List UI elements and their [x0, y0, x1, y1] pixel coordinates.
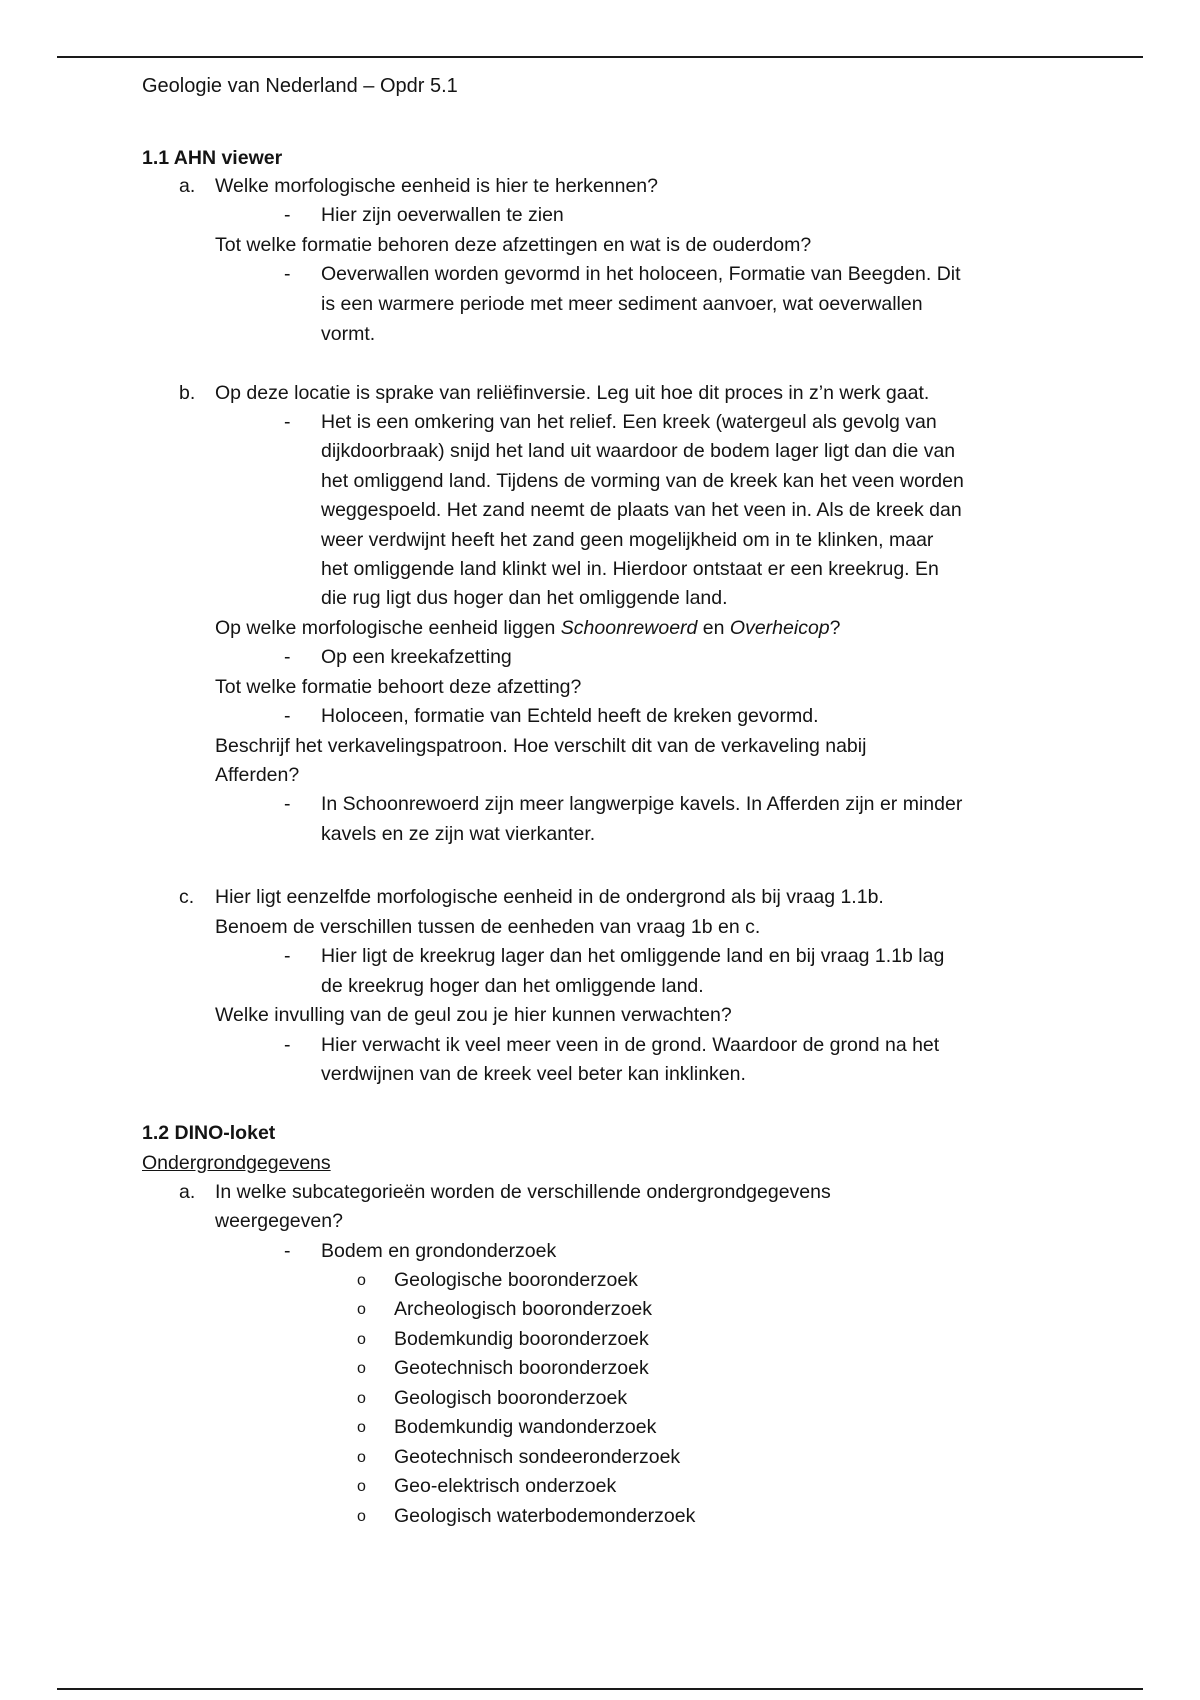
answer-text: dijkdoorbraak) snijd het land uit waardoor de bodem lager ligt dan die van [321, 440, 956, 462]
list-label-a: a. [179, 175, 196, 197]
answer-text: Hier ligt de kreekrug lager dan het omliggende land en bij vraag 1.1b lag [321, 945, 945, 967]
dash-bullet: - [284, 793, 291, 815]
answer-text: het omliggende land klinkt wel in. Hierdoor ontstaat er een kreekrug. En [321, 558, 939, 580]
dash-bullet: - [284, 705, 291, 727]
circle-bullet-icon: o [357, 1508, 366, 1525]
question-text: Op welke morfologische eenheid liggen Schoonrewoerd en Overheicop? [215, 617, 841, 639]
answer-text: de kreekrug hoger dan het omliggende land. [321, 975, 704, 997]
list-item: Geologische booronderzoek [394, 1269, 638, 1291]
dash-bullet: - [284, 646, 291, 668]
question-text: Benoem de verschillen tussen de eenheden van vraag 1b en c. [215, 916, 761, 938]
list-item: Archeologisch booronderzoek [394, 1298, 652, 1320]
answer-text: die rug ligt dus hoger dan het omliggende land. [321, 587, 728, 609]
circle-bullet-icon: o [357, 1390, 366, 1407]
circle-bullet-icon: o [357, 1360, 366, 1377]
list-label-b: b. [179, 382, 196, 404]
question-text: Op deze locatie is sprake van reliëfinversie. Leg uit hoe dit proces in z’n werk gaat. [215, 382, 930, 404]
answer-text: Bodem en grondonderzoek [321, 1240, 557, 1262]
bottom-rule [57, 1688, 1143, 1690]
circle-bullet-icon: o [357, 1449, 366, 1466]
answer-text: Het is een omkering van het relief. Een kreek (watergeul als gevolg van [321, 411, 937, 433]
dash-bullet: - [284, 945, 291, 967]
dash-bullet: - [284, 204, 291, 226]
question-text: In welke subcategorieën worden de verschillende ondergrondgegevens [215, 1181, 831, 1203]
answer-text: In Schoonrewoerd zijn meer langwerpige kavels. In Afferden zijn er minder [321, 793, 963, 815]
document-title: Geologie van Nederland – Opdr 5.1 [142, 75, 458, 97]
question-text: Welke invulling van de geul zou je hier kunnen verwachten? [215, 1004, 732, 1026]
list-item: Geologisch booronderzoek [394, 1387, 628, 1409]
list-item: Geotechnisch booronderzoek [394, 1357, 649, 1379]
answer-text: verdwijnen van de kreek veel beter kan inklinken. [321, 1063, 746, 1085]
top-rule [57, 56, 1143, 58]
answer-text: Op een kreekafzetting [321, 646, 512, 668]
list-item: Bodemkundig wandonderzoek [394, 1416, 657, 1438]
circle-bullet-icon: o [357, 1331, 366, 1348]
subheading: Ondergrondgegevens [142, 1152, 331, 1174]
answer-text: Hier verwacht ik veel meer veen in de grond. Waardoor de grond na het [321, 1034, 940, 1056]
dash-bullet: - [284, 411, 291, 433]
list-label-c: c. [179, 886, 195, 908]
list-item: Geo-elektrisch onderzoek [394, 1475, 617, 1497]
circle-bullet-icon: o [357, 1272, 366, 1289]
answer-text: is een warmere periode met meer sediment aanvoer, wat oeverwallen [321, 293, 923, 315]
question-text: Afferden? [215, 764, 300, 786]
section-heading-ahn: 1.1 AHN viewer [142, 147, 283, 169]
answer-text: kavels en ze zijn wat vierkanter. [321, 823, 596, 845]
question-text: Beschrijf het verkavelingspatroon. Hoe verschilt dit van de verkaveling nabij [215, 735, 867, 757]
list-item: Bodemkundig booronderzoek [394, 1328, 649, 1350]
list-label-a: a. [179, 1181, 196, 1203]
circle-bullet-icon: o [357, 1419, 366, 1436]
question-text: Hier ligt eenzelfde morfologische eenheid in de ondergrond als bij vraag 1.1b. [215, 886, 884, 908]
list-item: Geologisch waterbodemonderzoek [394, 1505, 696, 1527]
answer-text: vormt. [321, 323, 376, 345]
question-text: Welke morfologische eenheid is hier te herkennen? [215, 175, 658, 197]
circle-bullet-icon: o [357, 1478, 366, 1495]
dash-bullet: - [284, 1034, 291, 1056]
answer-text: het omliggend land. Tijdens de vorming van de kreek kan het veen worden [321, 470, 964, 492]
answer-text: Holoceen, formatie van Echteld heeft de kreken gevormd. [321, 705, 819, 727]
place-name-schoonrewoerd: Schoonrewoerd [560, 617, 698, 639]
question-text: Tot welke formatie behoort deze afzetting? [215, 676, 582, 698]
section-heading-dino: 1.2 DINO-loket [142, 1122, 276, 1144]
answer-text: weer verdwijnt heeft het zand geen mogelijkheid om in te klinken, maar [321, 529, 934, 551]
list-item: Geotechnisch sondeeronderzoek [394, 1446, 681, 1468]
dash-bullet: - [284, 1240, 291, 1262]
answer-text: weggespoeld. Het zand neemt de plaats van het veen in. Als de kreek dan [321, 499, 962, 521]
dash-bullet: - [284, 263, 291, 285]
question-text: weergegeven? [215, 1210, 343, 1232]
place-name-overheicop: Overheicop [729, 617, 830, 639]
circle-bullet-icon: o [357, 1301, 366, 1318]
question-text: Tot welke formatie behoren deze afzettingen en wat is de ouderdom? [215, 234, 812, 256]
answer-text: Hier zijn oeverwallen te zien [321, 204, 564, 226]
answer-text: Oeverwallen worden gevormd in het holoceen, Formatie van Beegden. Dit [321, 263, 961, 285]
